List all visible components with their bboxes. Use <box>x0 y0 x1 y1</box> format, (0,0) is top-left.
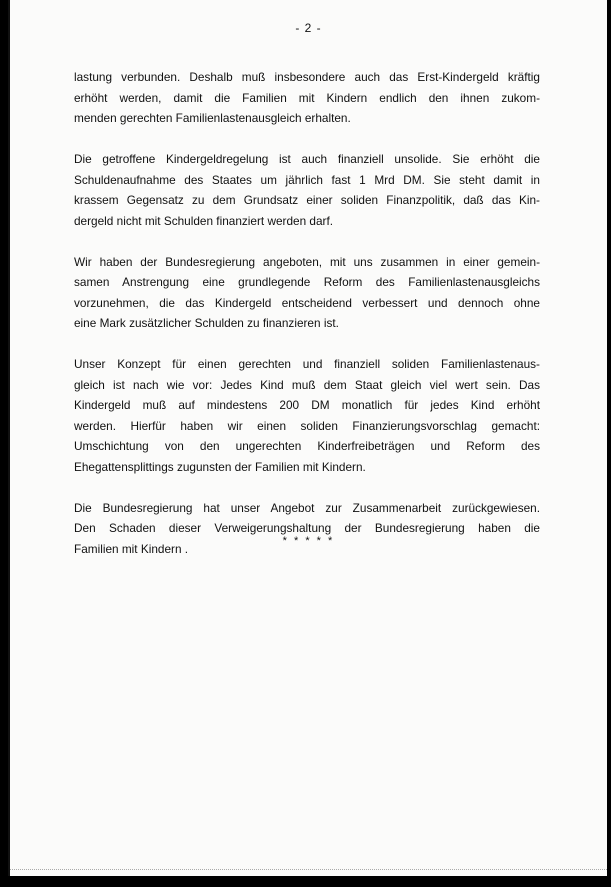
paragraph-3 <box>74 252 540 334</box>
section-separator: * * * * * <box>282 535 335 547</box>
text-line: Familien mit Kindern . <box>74 541 189 556</box>
paragraph-2 <box>74 149 540 231</box>
text-line: Die Bundesregierung hat unser Angebot zur Zusammenarbeit zurückgewiesen. <box>74 500 540 515</box>
text-line: krassem Gegensatz zu dem Grundsatz einer soliden Finanzpolitik, daß das Kin- <box>74 193 540 207</box>
text-line: Wir haben der Bundesregierung angeboten, mit uns zusammen in einer gemein- <box>74 254 540 269</box>
text-line: Umschichtung von den ungerechten Kinderfreibeträgen und Reform des <box>74 439 540 453</box>
text-line: Den Schaden dieser Verweigerungshaltung der Bundesregierung haben die <box>74 521 540 535</box>
text-line: Schuldenaufnahme des Staates um jährlich fast 1 Mrd DM. Sie steht damit in <box>74 172 540 187</box>
body-text <box>74 67 540 580</box>
text-line: samen Anstrengung eine grundlegende Reform des Familienlastenausgleichs <box>74 275 540 289</box>
text-line: lastung verbunden. Deshalb muß insbesondere auch das Erst-Kindergeld kräftig <box>74 70 540 84</box>
paragraph-1 <box>74 67 540 129</box>
text-line: werden. Hierfür haben wir einen soliden Finanzierungsvorschlag gemacht: <box>74 418 540 433</box>
page-number: - 2 - <box>295 21 322 35</box>
text-line: Kindergeld muß auf mindestens 200 DM monatlich für jedes Kind erhöht <box>74 398 540 412</box>
text-line: menden gerechten Familienlastenausgleich erhalten. <box>74 111 351 125</box>
text-line: eine Mark zusätzlicher Schulden zu finanzieren ist. <box>74 316 339 330</box>
document-page <box>8 0 607 876</box>
text-line: Ehegattensplittings zugunsten der Familien mit Kindern. <box>74 459 366 474</box>
text-line: Unser Konzept für einen gerechten und finanziell soliden Familienlastenaus- <box>74 357 540 371</box>
scan-edge-divider <box>10 868 607 870</box>
text-line: vorzunehmen, die das Kindergeld entscheidend verbessert und dennoch ohne <box>74 295 540 310</box>
paragraph-4 <box>74 354 540 477</box>
text-line: erhöht werden, damit die Familien mit Kindern endlich den ihnen zukom- <box>74 90 540 105</box>
text-line: gleich ist nach wie vor: Jedes Kind muß dem Staat gleich viel wert sein. Das <box>74 377 540 392</box>
paragraph-5 <box>74 498 540 560</box>
text-line: Die getroffene Kindergeldregelung ist auch finanziell unsolide. Sie erhöht die <box>74 152 540 166</box>
text-line: dergeld nicht mit Schulden finanziert werden darf. <box>74 213 334 228</box>
